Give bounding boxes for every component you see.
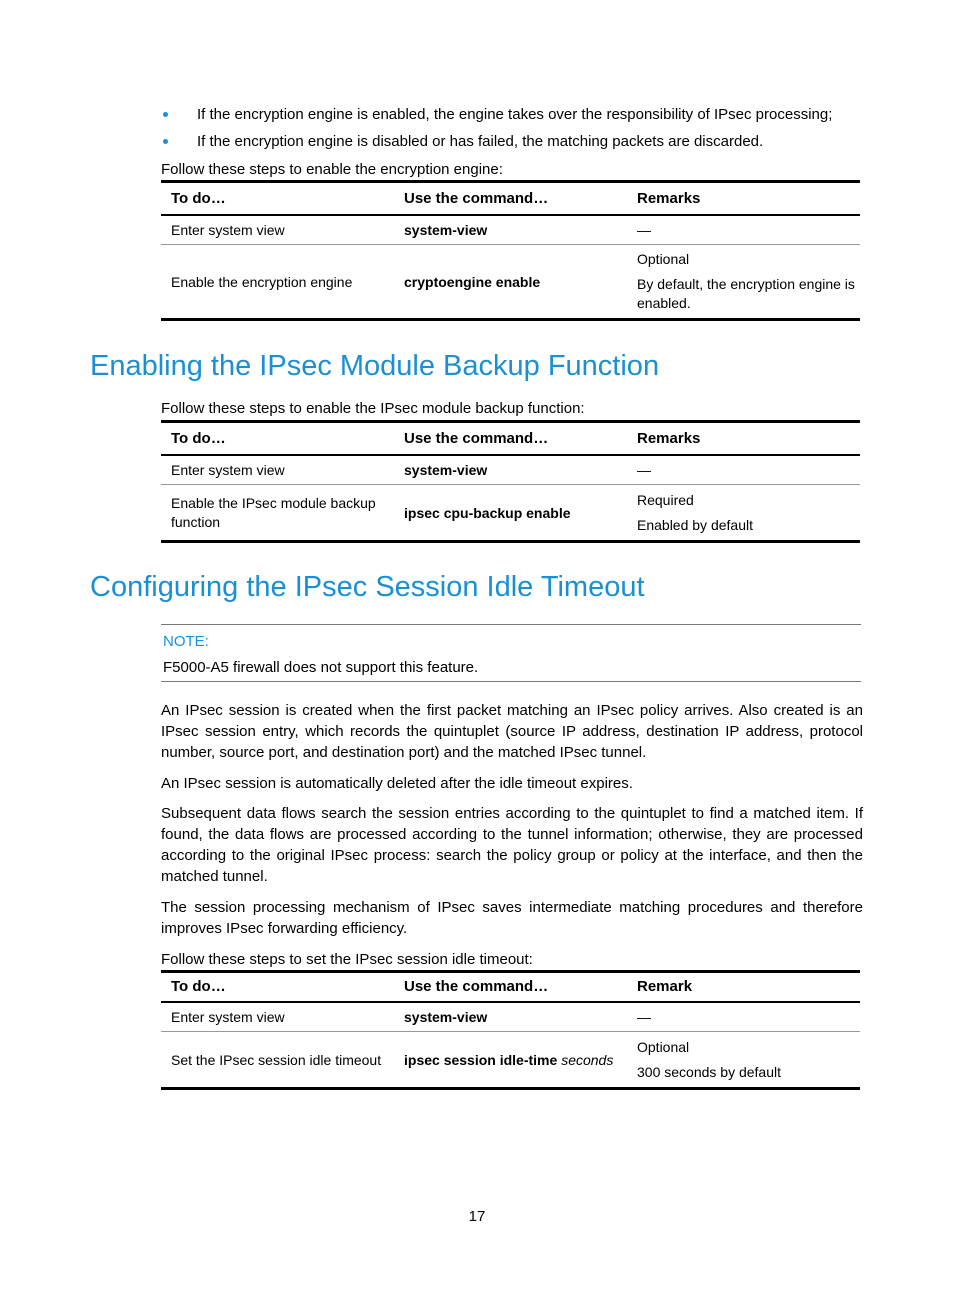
header-todo: To do… bbox=[161, 422, 394, 455]
header-remarks: Remarks bbox=[627, 422, 860, 455]
encryption-engine-table bbox=[161, 180, 860, 321]
table-row bbox=[161, 455, 860, 485]
intro-module-backup: Follow these steps to enable the IPsec module backup function: bbox=[161, 400, 585, 417]
cell-todo: Enter system view bbox=[161, 215, 394, 245]
table-row bbox=[161, 1002, 860, 1032]
table-header-row bbox=[161, 422, 860, 455]
intro-idle-timeout: Follow these steps to set the IPsec session idle timeout: bbox=[161, 951, 533, 968]
header-command: Use the command… bbox=[394, 182, 627, 215]
page-number: 17 bbox=[468, 1208, 486, 1225]
section-heading: Enabling the IPsec Module Backup Function bbox=[90, 350, 660, 382]
cell-remarks: — bbox=[627, 215, 860, 245]
idle-timeout-table bbox=[161, 970, 860, 1090]
bullet-dot-icon bbox=[163, 112, 168, 117]
remark-line: By default, the encryption engine is enabled. bbox=[637, 276, 855, 311]
cell-todo: Set the IPsec session idle timeout bbox=[161, 1032, 394, 1089]
header-todo: To do… bbox=[161, 182, 394, 215]
table-row bbox=[161, 485, 860, 542]
cell-todo: Enter system view bbox=[161, 455, 394, 485]
note-text: F5000-A5 firewall does not support this feature. bbox=[163, 659, 479, 676]
cell-todo: Enter system view bbox=[161, 1002, 394, 1032]
intro-encryption-engine: Follow these steps to enable the encryption engine: bbox=[161, 161, 503, 178]
body-paragraph: The session processing mechanism of IPsec saves intermediate matching procedures and therefore improves IPsec forwarding efficiency. bbox=[161, 899, 863, 937]
section-heading: Configuring the IPsec Session Idle Timeout bbox=[90, 571, 645, 603]
cell-command: cryptoengine enable bbox=[394, 245, 627, 320]
command-argument: seconds bbox=[561, 1051, 614, 1068]
table-row bbox=[161, 1032, 860, 1089]
remark-line: Enabled by default bbox=[637, 516, 753, 533]
cell-command: system-view bbox=[394, 215, 627, 245]
header-command: Use the command… bbox=[394, 972, 627, 1002]
cell-todo: Enable the IPsec module backup function bbox=[161, 485, 394, 542]
bullet-list bbox=[161, 101, 861, 155]
table-header-row bbox=[161, 972, 860, 1002]
cell-remarks bbox=[627, 245, 860, 320]
cell-remarks bbox=[627, 1032, 860, 1089]
cell-command: system-view bbox=[394, 1002, 627, 1032]
bullet-item: If the encryption engine is disabled or has failed, the matching packets are discarded. bbox=[161, 128, 861, 155]
body-paragraph: An IPsec session is created when the first packet matching an IPsec policy arrives. Also created is an IPsec session entry, which records the quintuplet (source IP address, destination IP address, protocol number, source port, and destination port) and the matched IPsec tunnel. bbox=[161, 702, 863, 761]
cell-remarks bbox=[627, 485, 860, 542]
command-keyword: ipsec session idle-time bbox=[404, 1051, 558, 1068]
remark-line: Optional bbox=[637, 251, 690, 267]
remark-line: 300 seconds by default bbox=[637, 1063, 781, 1080]
bullet-item: If the encryption engine is enabled, the engine takes over the responsibility of IPsec processing; bbox=[161, 101, 861, 128]
cell-command: ipsec cpu-backup enable bbox=[394, 485, 627, 542]
cell-command bbox=[394, 1032, 627, 1089]
header-remarks: Remarks bbox=[627, 182, 860, 215]
body-paragraph: Subsequent data flows search the session entries according to the quintuplet to find a matched item. If found, the data flows are processed according to the tunnel information; otherwise, they are processed according to the original IPsec process: search the policy group or policy at the interface, and then the matched tunnel. bbox=[161, 805, 863, 885]
cell-todo: Enable the encryption engine bbox=[161, 245, 394, 320]
note-label: NOTE: bbox=[163, 633, 209, 650]
cell-command: system-view bbox=[394, 455, 627, 485]
cell-remarks: — bbox=[627, 1002, 860, 1032]
cell-remarks: — bbox=[627, 455, 860, 485]
bullet-dot-icon bbox=[163, 139, 168, 144]
remark-line: Required bbox=[637, 491, 694, 508]
module-backup-table bbox=[161, 420, 860, 543]
header-remark: Remark bbox=[627, 972, 860, 1002]
header-todo: To do… bbox=[161, 972, 394, 1002]
table-row bbox=[161, 215, 860, 245]
note-box bbox=[161, 624, 861, 682]
header-command: Use the command… bbox=[394, 422, 627, 455]
table-row bbox=[161, 245, 860, 320]
body-paragraph: An IPsec session is automatically deleted after the idle timeout expires. bbox=[161, 775, 633, 792]
table-header-row bbox=[161, 182, 860, 215]
remark-line: Optional bbox=[637, 1038, 690, 1055]
